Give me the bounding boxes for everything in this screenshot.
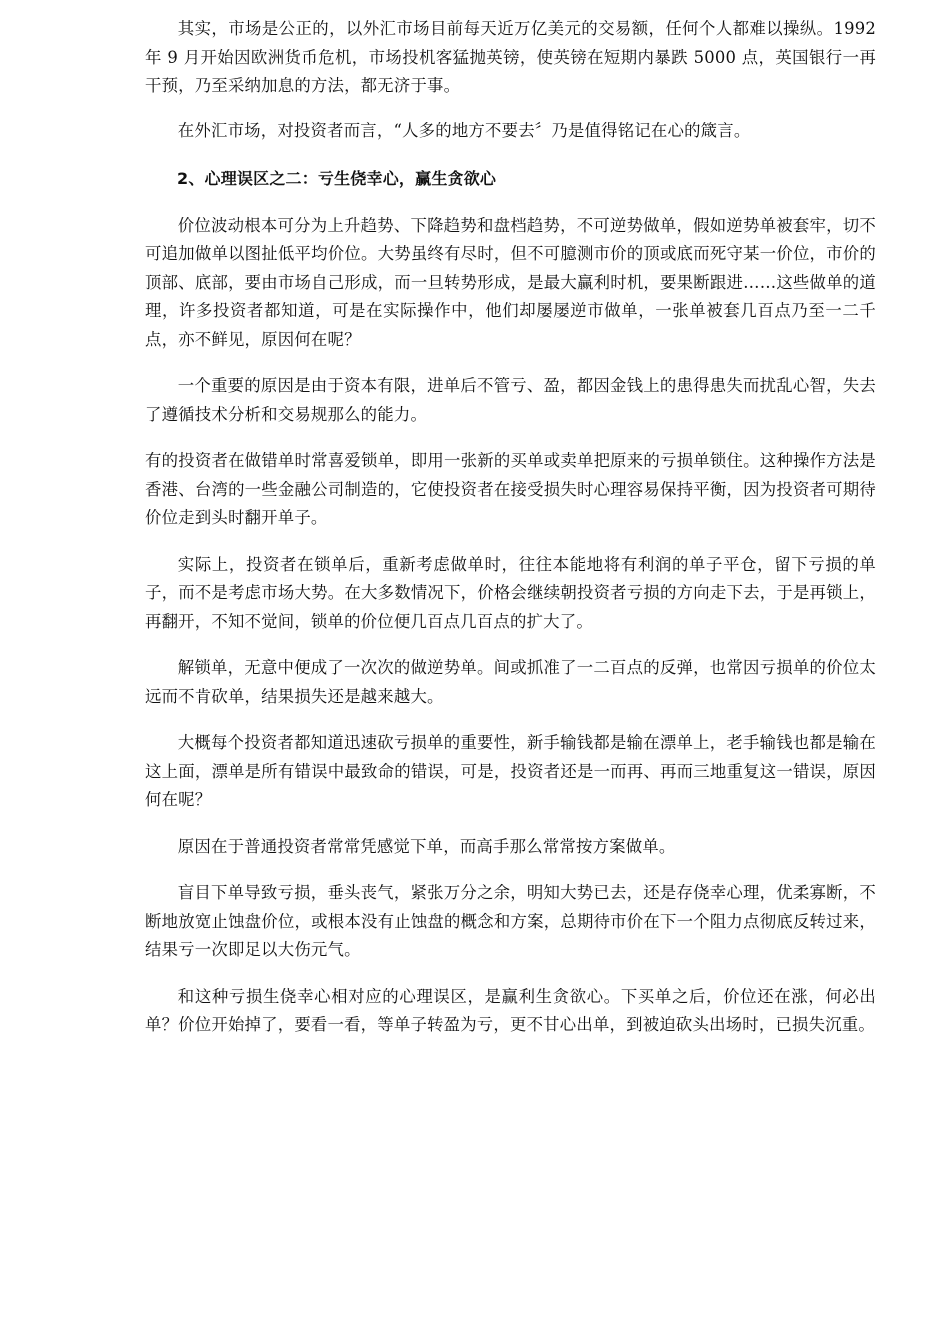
paragraph-unlocking: 解锁单，无意中便成了一次次的做逆势单。间或抓准了一二百点的反弹，也常因亏损单的价位太远而不肯砍单，结果损失还是越来越大。 bbox=[145, 658, 876, 706]
document-page bbox=[145, 15, 876, 1040]
paragraph-blind-orders: 盲目下单导致亏损，垂头丧气，紧张万分之余，明知大势已去，还是存侥幸心理，优柔寡断，不断地放宽止蚀盘价位，或根本没有止蚀盘的概念和方案，总期待市价在下一个阻力点彻底反转过来，结果亏一次即足以大伤元气。 bbox=[145, 883, 876, 959]
paragraph-crowd-maxim: 在外汇市场，对投资者而言，“人多的地方不要去〞乃是值得铭记在心的箴言。 bbox=[177, 120, 751, 140]
paragraph-locking-orders: 有的投资者在做错单时常喜爱锁单，即用一张新的买单或卖单把原来的亏损单锁住。这种操作方法是香港、台湾的一些金融公司制造的，它使投资者在接受损失时心理容易保持平衡，因为投资者可期待价位走到头时翻开单子。 bbox=[145, 451, 876, 527]
paragraph-market-fairness: 其实，市场是公正的，以外汇市场目前每天近万亿美元的交易额，任何个人都难以操纵。1992 年 9 月开始因欧洲货币危机，市场投机客猛抛英镑，使英镑在短期内暴跌 5000 点，英国银行一再干预，乃至采纳加息的方法，都无济于事。 bbox=[145, 19, 876, 95]
paragraph-after-locking: 实际上，投资者在锁单后，重新考虑做单时，往往本能地将有利润的单子平仓，留下亏损的单子，而不是考虑市场大势。在大多数情况下，价格会继续朝投资者亏损的方向走下去，于是再锁上，再翻开，不知不觉间，锁单的价位便几百点几百点的扩大了。 bbox=[145, 554, 876, 631]
paragraph-trend-rules: 价位波动根本可分为上升趋势、下降趋势和盘档趋势，不可逆势做单，假如逆势单被套牢，切不可追加做单以图扯低平均价位。大势虽终有尽时，但不可臆测市价的顶或底而死守某一价位，市价的顶部、底部，要由市场自己形成，而一旦转势形成，是最大赢利时机，要果断跟进……这些做单的道理，许多投资者都知道，可是在实际操作中，他们却屡屡逆市做单，一张单被套几百点乃至一二千点，亦不鲜见，原因何在呢？ bbox=[145, 215, 876, 349]
paragraph-plan-vs-feeling: 原因在于普通投资者常常凭感觉下单，而高手那么常常按方案做单。 bbox=[177, 836, 676, 856]
paragraph-limited-capital: 一个重要的原因是由于资本有限，进单后不管亏、盈，都因金钱上的患得患失而扰乱心智，失去了遵循技术分析和交易规那么的能力。 bbox=[145, 376, 876, 424]
paragraph-greed: 和这种亏损生侥幸心相对应的心理误区，是赢利生贪欲心。下买单之后，价位还在涨，何必出单？价位开始掉了，要看一看，等单子转盈为亏，更不甘心出单，到被迫砍头出场时，已损失沉重。 bbox=[145, 986, 876, 1034]
section-heading: 2、心理误区之二：亏生侥幸心，赢生贪欲心 bbox=[177, 169, 497, 188]
paragraph-cut-losses: 大概每个投资者都知道迅速砍亏损单的重要性，新手输钱都是输在漂单上，老手输钱也都是输在这上面，漂单是所有错误中最致命的错误，可是，投资者还是一而再、再而三地重复这一错误，原因何在呢？ bbox=[145, 733, 876, 809]
